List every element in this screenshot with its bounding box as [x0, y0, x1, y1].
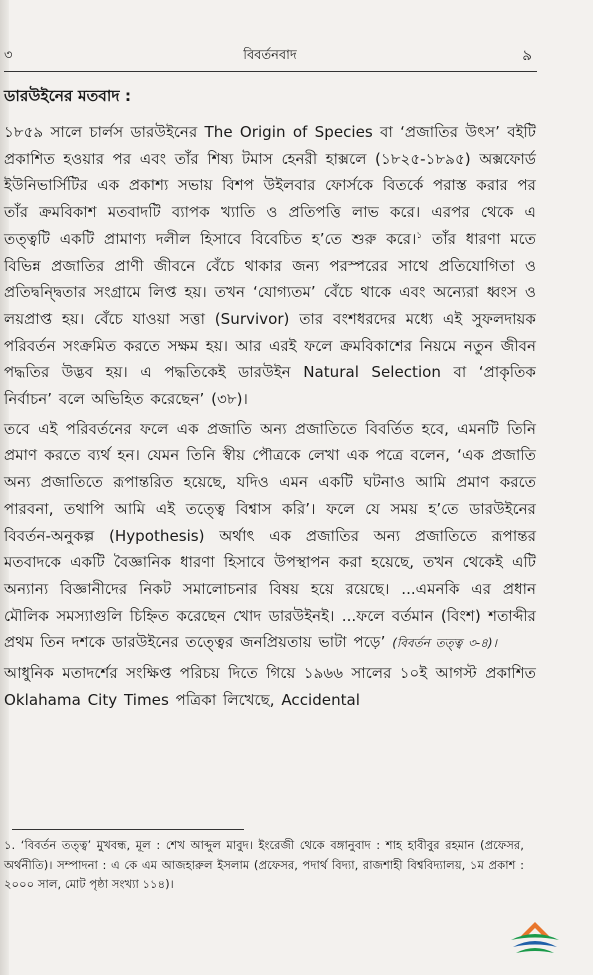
body-text: [4, 84, 536, 713]
footnote: ১. ‘বিবর্তন তত্ত্ব’ মুখবন্ধ, মূল : শেখ আব্দুল মাবুদ। ইংরেজী থেকে বঙ্গানুবাদ : শাহ হাবীবুর রহমান (প্রফেসর, অর্থনীতি)। সম্পাদনা : এ কে এম আজহারুল ইসলাম (প্রফেসর, পদার্থ বিদ্যা, রাজশাহী বিশ্ববিদ্যালয়, ১ম প্রকাশ : ২০০০ সাল, মোট পৃষ্ঠা সংখ্যা ১১৪)।: [4, 838, 524, 891]
paragraph-1-text: ১৮৫৯ সালে চার্লস ডারউইনের The Origin of Species বা ‘প্রজাতির উৎস’ বইটি প্রকাশিত হওয়ার পর এবং তাঁর শিষ্য টমাস হেনরী হাক্সলে (১৮২৫-১৮৯৫) অক্সফোর্ড ইউনিভার্সিটির এক প্রকাশ্য সভায় বিশপ উইলবার ফোর্সকে বিতর্কে পরাস্ত করার পর তাঁর ক্রমবিকাশ মতবাদটি ব্যাপক খ্যাতি ও প্রতিপত্তি লাভ করে। এরপর থেকে এ তত্ত্বটি একটি প্রামাণ্য দলীল হিসাবে বিবেচিত হ’তে শুরু করে।: [4, 123, 536, 248]
running-title: বিবর্তনবাদ: [243, 48, 297, 63]
header-rule: [4, 71, 537, 72]
running-header: [0, 44, 540, 66]
page-number: ৯: [522, 46, 532, 64]
paragraph-1-continued: তাঁর ধারণা মতে বিভিন্ন প্রজাতির প্রাণী জীবনে বেঁচে থাকার জন্য পরস্পরের সাথে প্রতিযোগিতা ও প্রতিদ্বন্দ্বিতার সংগ্রামে লিপ্ত হয়। তখন ‘যোগ্যতম’ বেঁচে থাকে এবং অন্যেরা ধ্বংস ও লয়প্রাপ্ত হয়। বেঁচে যাওয়া সত্তা (Survivor) তার বংশধরদের মধ্যে এই সুফলদায়ক পরিবর্তন সংক্রমিত করতে সক্ষম হয়। আর এরই ফলে ক্রমবিকাশের নিয়মে নতুন জীবন পদ্ধতির উদ্ভব হয়। এ পদ্ধতিকেই ডারউইন Natural Selection বা ‘প্রাকৃতিক নির্বাচন’ বলে অভিহিত করেছেন’ (৩৮)।: [4, 229, 536, 409]
citation: (বিবর্তন তত্ত্ব ৩-৪)।: [392, 636, 497, 651]
paragraph-1: [4, 119, 536, 413]
left-page-number: ৩: [4, 48, 13, 63]
paragraph-2: [4, 416, 536, 657]
footnote-marker: ১: [416, 230, 423, 241]
footnote-rule: [12, 829, 244, 830]
paragraph-3: আধুনিক মতাদর্শের সংক্ষিপ্ত পরিচয় দিতে গিয়ে ১৯৬৬ সালের ১০ই আগস্ট প্রকাশিত Oklahama City Times পত্রিকা লিখেছে, Accidental: [4, 664, 536, 709]
section-heading: ডারউইনের মতবাদ :: [4, 87, 132, 105]
paragraph-2-text: তবে এই পরিবর্তনের ফলে এক প্রজাতি অন্য প্রজাতিতে বিবর্তিত হবে, এমনটি তিনি প্রমাণ করতে ব্যর্থ হন। যেমন তিনি স্বীয় পৌত্রকে লেখা এক পত্রে বলেন, ‘এক প্রজাতি অন্য প্রজাতিতে রূপান্তরিত হয়েছে, যদিও এমন একটি ঘটনাও আমি প্রমাণ করতে পারবনা, তথাপি আমি এই তত্ত্বে বিশ্বাস করি’। ফলে যে সময় হ’তে ডারউইনের বিবর্তন-অনুকল্প (Hypothesis) অর্থাৎ এক প্রজাতির অন্য প্রজাতিতে রূপান্তর মতবাদকে একটি বৈজ্ঞানিক ধারণা হিসাবে উপস্থাপন করা হয়েছে, তখন থেকেই এটি অন্যান্য বিজ্ঞানীদের নিকট সমালোচনার বিষয় হয়ে রয়েছে। ...এমনকি এর প্রধান মৌলিক সমস্যাগুলি চিহ্নিত করেছেন খোদ ডারউইনই। ...ফলে বর্তমান (বিংশ) শতাব্দীর প্রথম তিন দশকে ডারউইনের তত্ত্বের জনপ্রিয়তায় ভাটা পড়ে’: [4, 419, 536, 652]
publisher-logo-icon: [508, 920, 562, 960]
